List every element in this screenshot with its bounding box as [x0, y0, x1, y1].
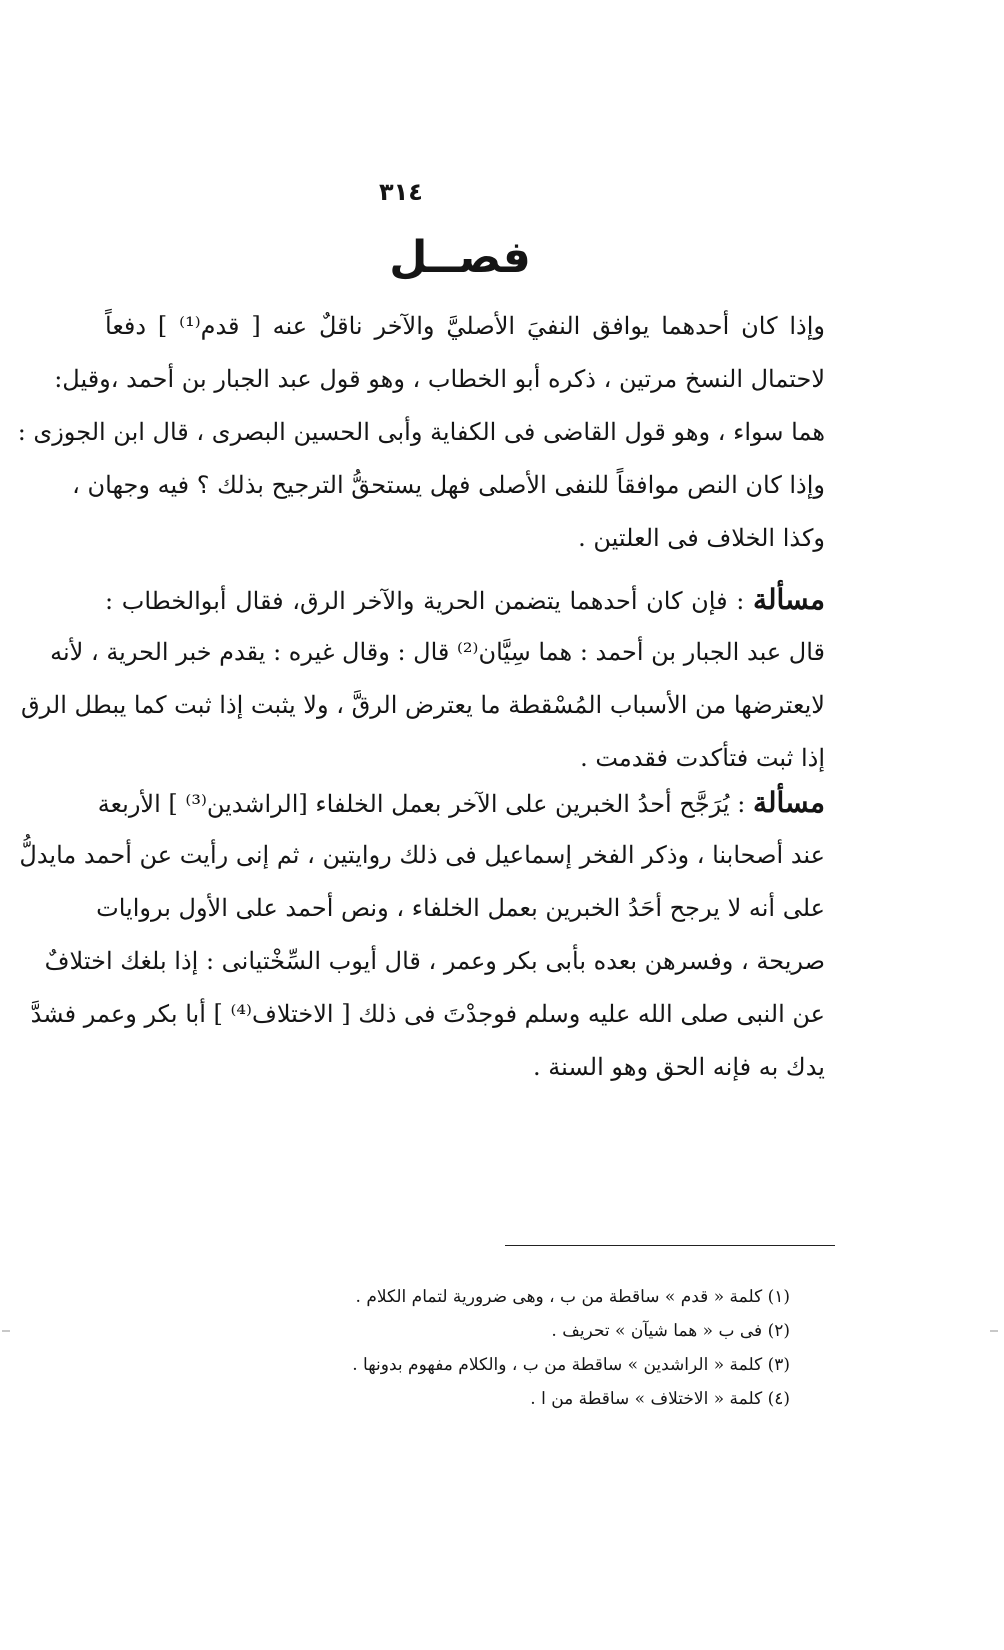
- footnote-divider: [505, 1245, 835, 1246]
- text-line: قال عبد الجبار بن أحمد : هما سِيَّان⁽²⁾ قال : وقال غيره : يقدم خبر الحرية ، لأنه: [50, 638, 825, 666]
- text-line: عن النبى صلى الله عليه وسلم فوجدْتَ فى ذلك [ الاختلاف⁽⁴⁾ ] أبا بكر وعمر فشدَّ: [30, 1000, 825, 1028]
- footnote: (٤) كلمة « الاختلاف » ساقطة من ا .: [530, 1389, 790, 1409]
- footnote: (١) كلمة « قدم » ساقطة من ب ، وهى ضرورية لتمام الكلام .: [355, 1287, 790, 1307]
- paragraph-3: [19, 776, 825, 1094]
- section-heading: فصــل: [389, 232, 531, 283]
- scan-mark: [2, 1330, 10, 1332]
- text-line: صريحة ، وفسرهن بعده بأبى بكر وعمر ، قال أيوب السِّخْتيانى : إذا بلغك اختلافٌ: [44, 947, 825, 975]
- text-line: [97, 776, 825, 829]
- text-line: على أنه لا يرجح أحَدُ الخبرين بعمل الخلفاء ، ونص أحمد على الأول بروايات: [96, 894, 825, 922]
- text-line: لايعترضها من الأسباب المُسْقطة ما يعترض الرقَّ ، ولا يثبت إذا ثبت كما يبطل الرق: [21, 691, 825, 719]
- text-line: هما سواء ، وهو قول القاضى فى الكفاية وأبى الحسين البصرى ، قال ابن الجوزى :: [17, 418, 825, 446]
- text-line: وكذا الخلاف فى العلتين .: [578, 524, 825, 552]
- text-line: لاحتمال النسخ مرتين ، ذكره أبو الخطاب ، وهو قول عبد الجبار بن أحمد ،وقيل:: [54, 365, 825, 393]
- text-line: عند أصحابنا ، وذكر الفخر إسماعيل فى ذلك روايتين ، ثم إنى رأيت عن أحمد مايدلُّ: [19, 841, 825, 869]
- paragraph-2: [21, 573, 825, 785]
- text-line: وإذا كان النص موافقاً للنفى الأصلى فهل يستحقُّ الترجيح بذلك ؟ فيه وجهان ،: [72, 471, 825, 499]
- footnote: (٢) فى ب « هما شيآن » تحريف .: [551, 1321, 790, 1341]
- issue-keyword: مسألة: [752, 786, 825, 819]
- line-text: : يُرَجَّح أحدُ الخبرين على الآخر بعمل الخلفاء [الراشدين⁽³⁾ ] الأربعة: [97, 790, 746, 818]
- text-line: يدك به فإنه الحق وهو السنة .: [533, 1053, 825, 1081]
- text-line: إذا ثبت فتأكدت فقدمت .: [580, 744, 825, 772]
- footnote: (٣) كلمة « الراشدين » ساقطة من ب ، والكلام مفهوم بدونها .: [352, 1355, 790, 1375]
- paragraph-1: [17, 300, 825, 565]
- scan-mark: [990, 1330, 998, 1332]
- issue-keyword: مسألة: [752, 583, 825, 616]
- line-text: : فإن كان أحدهما يتضمن الحرية والآخر الرق، فقال أبوالخطاب :: [105, 587, 745, 615]
- text-line: [105, 573, 825, 626]
- text-line: وإذا كان أحدهما يوافق النفيَ الأصليَّ والآخر ناقلٌ عنه [ قدم⁽¹⁾ ] دفعاً: [105, 312, 825, 340]
- footnotes: [250, 1280, 790, 1416]
- page-number: ٣١٤: [379, 178, 423, 206]
